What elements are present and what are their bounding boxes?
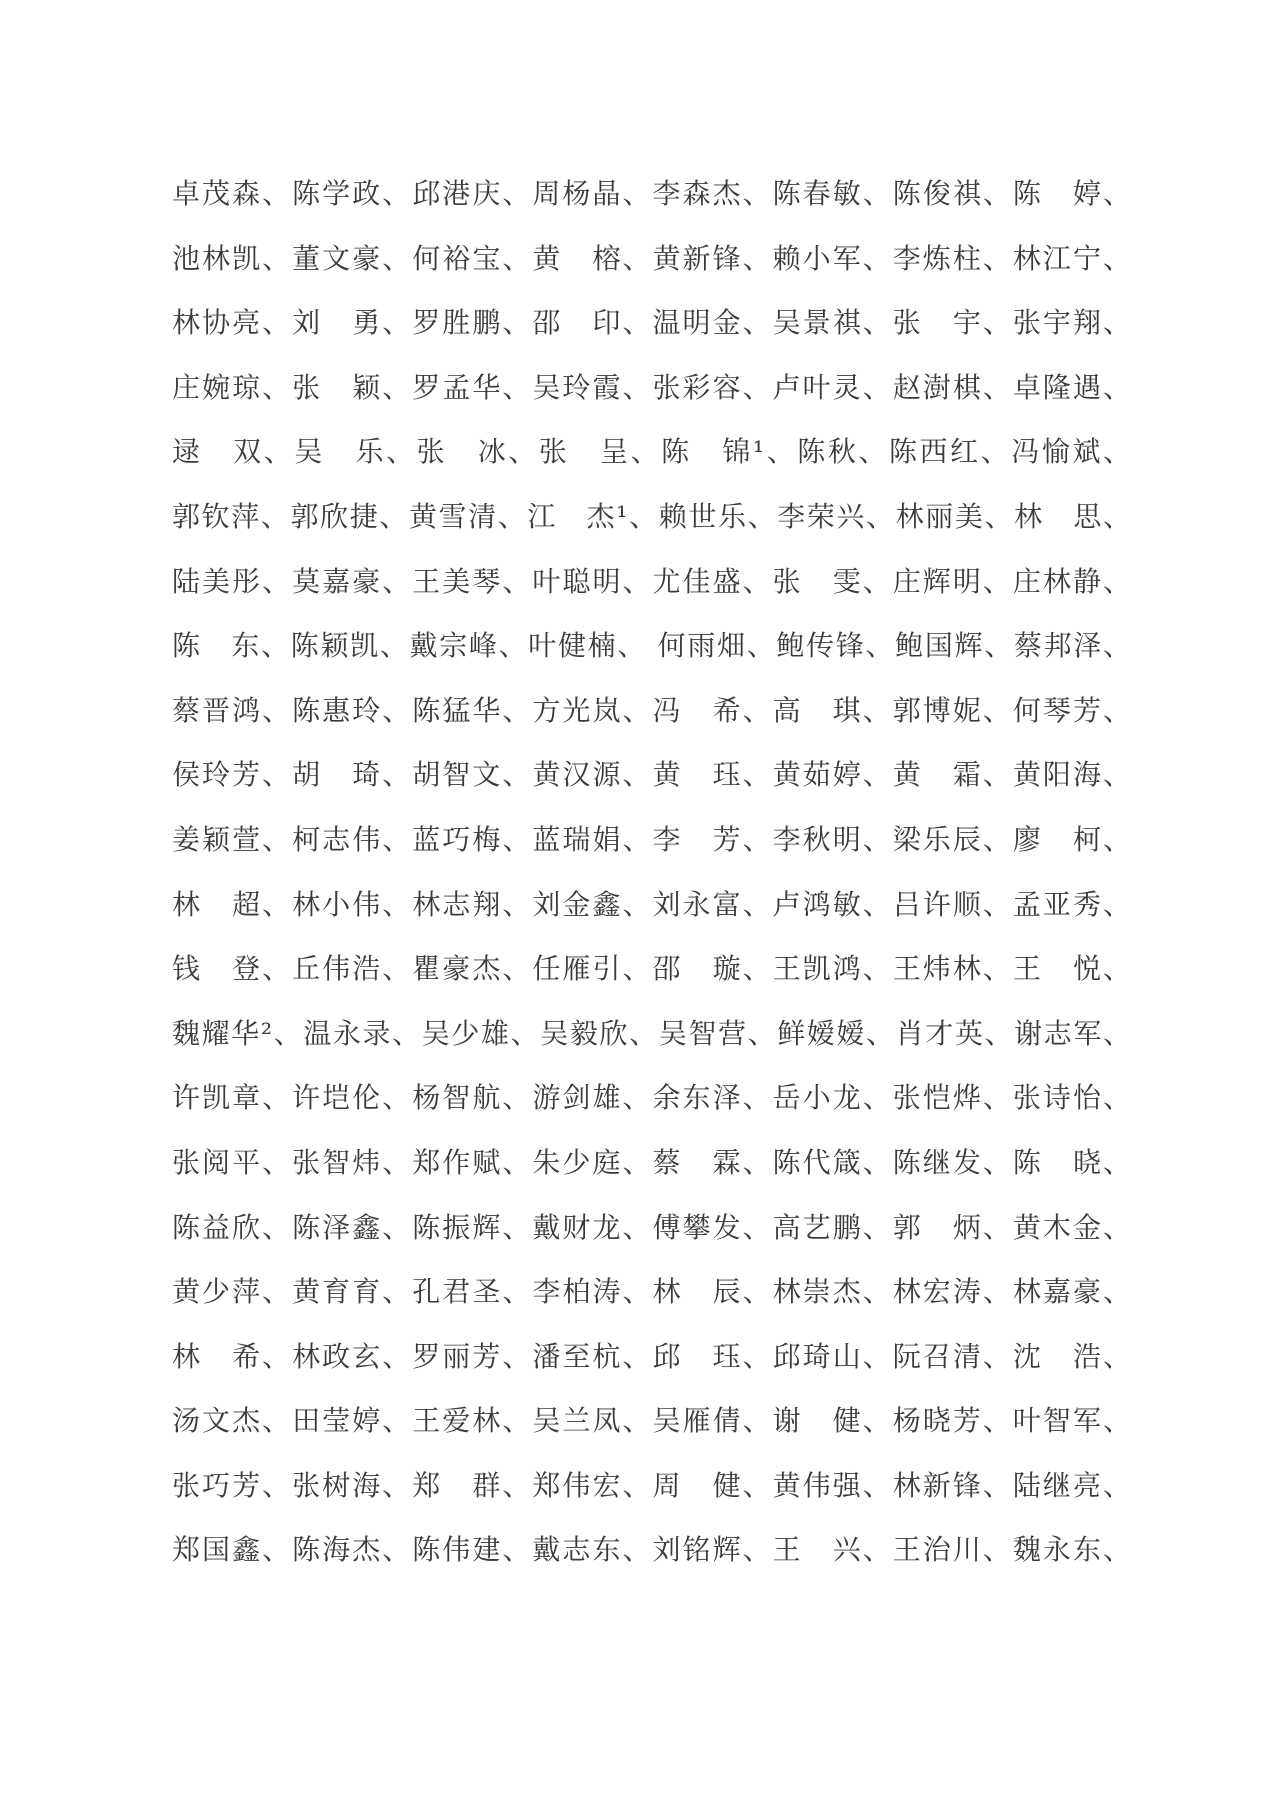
name-line: 卓茂森、陈学政、邱港庆、周杨晶、李森杰、陈春敏、陈俊祺、陈 婷、 [172, 177, 1132, 210]
name-line: 张巧芳、张树海、郑 群、郑伟宏、周 健、黄伟强、林新锋、陆继亮、 [172, 1468, 1132, 1502]
name-line: 林协亮、刘 勇、罗胜鹏、邵 印、温明金、吴景祺、张 宇、张宇翔、 [172, 306, 1132, 340]
name-line: 陈益欣、陈泽鑫、陈振辉、戴财龙、傅攀发、高艺鹏、郭 炳、黄木金、 [172, 1210, 1132, 1244]
name-line: 黄少萍、黄育育、孔君圣、李柏涛、林 辰、林崇杰、林宏涛、林嘉豪、 [172, 1275, 1132, 1309]
name-line: 钱 登、丘伟浩、瞿豪杰、任雁引、邵 璇、王凯鸿、王炜林、王 悦、 [172, 952, 1132, 986]
name-line: 蔡晋鸿、陈惠玲、陈猛华、方光岚、冯 希、高 琪、郭博妮、何琴芳、 [172, 693, 1132, 727]
name-line: 侯玲芳、胡 琦、胡智文、黄汉源、黄 珏、黄茹婷、黄 霜、黄阳海、 [172, 758, 1132, 792]
name-line: 许凯章、许垲伦、杨智航、游剑雄、余东泽、岳小龙、张恺烨、张诗怡、 [172, 1081, 1132, 1115]
name-line: 汤文杰、田莹婷、王爱林、吴兰凤、吴雁倩、谢 健、杨晓芳、叶智军、 [172, 1404, 1132, 1438]
name-line: 陈 东、陈颖凯、戴宗峰、叶健楠、 何雨畑、鲍传锋、鲍国辉、蔡邦泽、 [172, 629, 1132, 663]
name-line: 郑国鑫、陈海杰、陈伟建、戴志东、刘铭辉、王 兴、王治川、魏永东、 [172, 1533, 1132, 1567]
name-line: 郭钦萍、郭欣捷、黄雪清、江 杰¹、赖世乐、李荣兴、林丽美、林 思、 [172, 499, 1132, 533]
name-list [172, 162, 1132, 1583]
name-line: 姜颖萱、柯志伟、蓝巧梅、蓝瑞娟、李 芳、李秋明、梁乐辰、廖 柯、 [172, 822, 1132, 856]
name-line: 魏耀华²、温永录、吴少雄、吴毅欣、吴智营、鲜嫒嫒、肖才英、谢志军、 [172, 1016, 1132, 1050]
name-line: 庄婉琼、张 颖、罗孟华、吴玲霞、张彩容、卢叶灵、赵澍棋、卓隆遇、 [172, 370, 1132, 404]
name-line: 张阅平、张智炜、郑作赋、朱少庭、蔡 霖、陈代箴、陈继发、陈 晓、 [172, 1145, 1132, 1179]
name-line: 陆美彤、莫嘉豪、王美琴、叶聪明、尤佳盛、张 雯、庄辉明、庄林静、 [172, 564, 1132, 598]
name-line: 池林凯、董文豪、何裕宝、黄 榕、黄新锋、赖小军、李炼柱、林江宁、 [172, 241, 1132, 275]
name-line: 林 超、林小伟、林志翔、刘金鑫、刘永富、卢鸿敏、吕许顺、孟亚秀、 [172, 887, 1132, 921]
name-line: 林 希、林政玄、罗丽芳、潘至杭、邱 珏、邱琦山、阮召清、沈 浩、 [172, 1339, 1132, 1373]
name-line: 逯 双、吴 乐、张 冰、张 呈、陈 锦¹、陈秋、陈西红、冯愉斌、 [172, 435, 1132, 469]
